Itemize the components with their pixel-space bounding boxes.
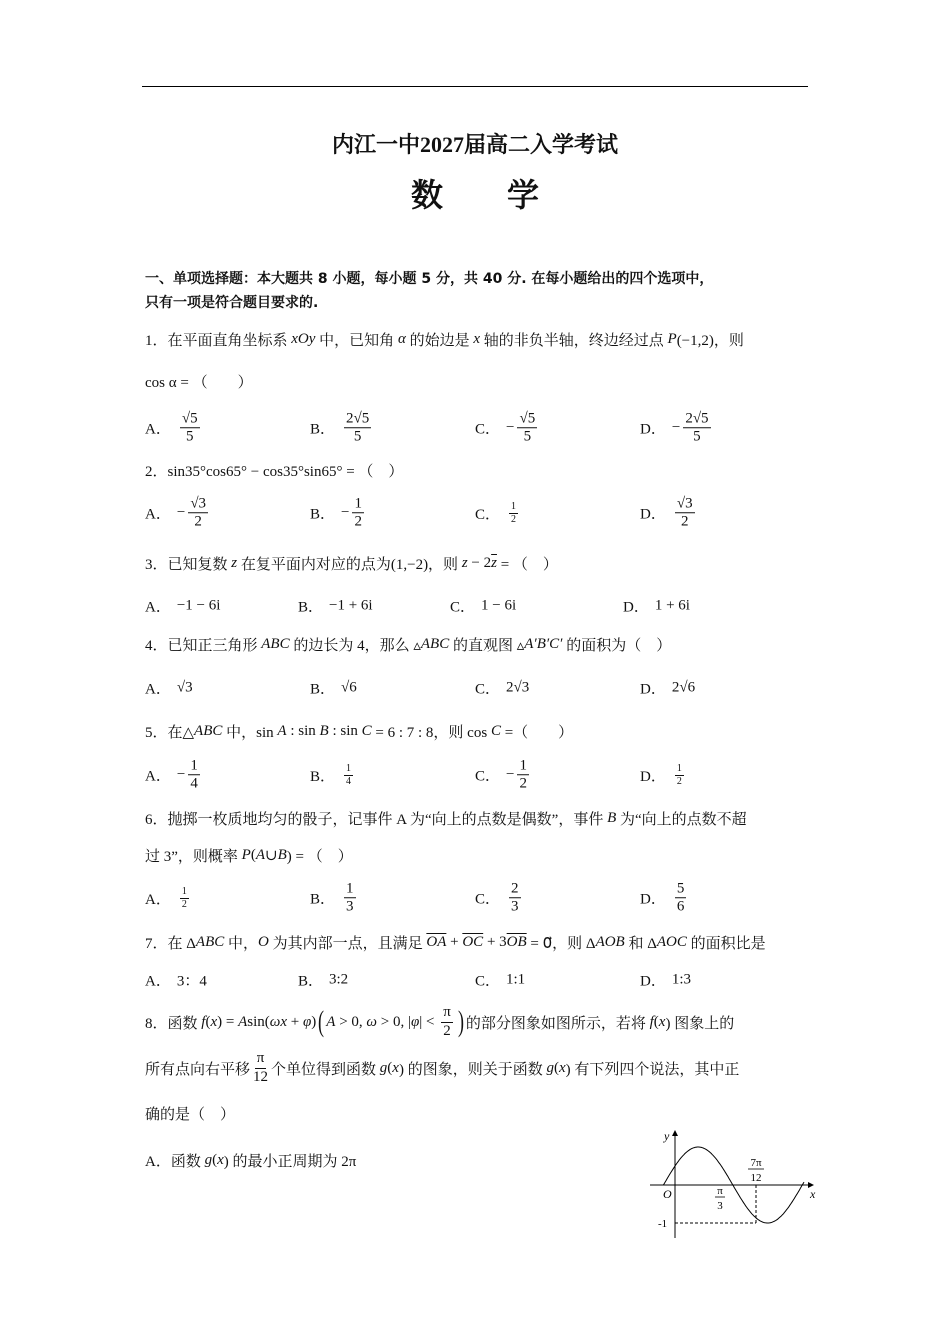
- inline-fraction: [441, 1004, 453, 1040]
- stem-text: ω: [366, 1013, 378, 1030]
- question-1-stem-line: [145, 319, 744, 359]
- stem-text: x: [473, 330, 480, 347]
- stem-text: : sin: [286, 722, 320, 739]
- stem-text: 的边长为 4，那么 ▵: [289, 637, 421, 654]
- stem-text: sin(: [247, 1013, 270, 1030]
- option-label: A．: [145, 891, 171, 908]
- stem-text: 过 3”，则概率: [145, 848, 242, 865]
- stem-text: +: [446, 933, 463, 950]
- question-4-stem-line: [145, 624, 671, 664]
- option-fraction: [509, 880, 521, 916]
- option-value: √3: [176, 679, 193, 696]
- option-C[interactable]: [450, 596, 516, 617]
- stem-text: A．函数: [145, 1153, 205, 1170]
- option-B[interactable]: [298, 596, 373, 617]
- fraction-numerator: 5: [675, 880, 687, 898]
- x-axis-label: x: [810, 1187, 816, 1201]
- fraction-denominator: 2: [676, 775, 682, 787]
- fraction-denominator: 2: [511, 513, 517, 525]
- fraction-numerator: 2√5: [344, 410, 371, 428]
- option-sign: −: [341, 504, 350, 521]
- y-min-label: -1: [658, 1218, 668, 1230]
- fraction-numerator: √3: [675, 495, 695, 513]
- stem-text: x: [210, 1013, 218, 1030]
- stem-text: A: [238, 1013, 248, 1030]
- option-label: C．: [475, 681, 501, 698]
- stem-text: | <: [419, 1013, 439, 1030]
- fraction-denominator: 6: [676, 898, 685, 915]
- stem-text: 8．函数: [145, 1015, 202, 1032]
- stem-text: $\overline{OC}$: [462, 933, 484, 950]
- stem-text: (: [553, 1059, 559, 1076]
- stem-text: P: [667, 330, 677, 347]
- option-A[interactable]: [145, 678, 193, 699]
- stem-text: g: [379, 1059, 388, 1076]
- fraction-numerator: 1: [344, 880, 356, 898]
- option-fraction: [352, 495, 364, 531]
- option-label: C．: [450, 599, 476, 616]
- stem-text: A: [255, 846, 266, 863]
- option-label: B．: [298, 973, 324, 990]
- option-fraction: [180, 410, 200, 446]
- fraction-numerator: √5: [517, 410, 537, 428]
- fraction-numerator: π: [255, 1050, 267, 1068]
- option-D[interactable]: [640, 495, 698, 531]
- fraction-denominator: 4: [346, 775, 352, 787]
- option-value: 2√6: [671, 679, 696, 696]
- stem-text: 3．已知复数: [145, 556, 232, 573]
- tick-7pi-over-12-num: 7π: [750, 1157, 762, 1169]
- option-label: C．: [475, 973, 501, 990]
- fraction-denominator: 2: [181, 898, 187, 910]
- option-label: D．: [640, 891, 666, 908]
- stem-text: g: [204, 1151, 213, 1168]
- question-8-stem-line: [145, 1140, 356, 1180]
- stem-text: ) 图象上的: [665, 1015, 735, 1032]
- question-8-stem-line: [145, 1093, 235, 1133]
- stem-text: ) 的最小正周期为 2π: [223, 1153, 357, 1170]
- stem-text: (: [653, 1013, 659, 1030]
- stem-text: xOy: [291, 330, 316, 347]
- stem-text: 确的是（ ）: [145, 1106, 236, 1123]
- option-label: D．: [640, 421, 666, 438]
- stem-text: ) 有下列四个说法，其中正: [565, 1061, 740, 1078]
- tick-pi-over-3-den: 3: [717, 1200, 723, 1212]
- option-label: B．: [310, 506, 336, 523]
- stem-text: ABC: [261, 635, 290, 652]
- stem-text: 的部分图象如图所示，若将: [465, 1015, 650, 1032]
- option-label: B．: [310, 681, 336, 698]
- stem-text: > 0, |: [377, 1013, 411, 1030]
- stem-text: =（ ）: [500, 724, 574, 741]
- y-axis-label: y: [664, 1129, 670, 1143]
- option-fraction: [675, 763, 684, 787]
- stem-text: cos α = （ ）: [145, 374, 253, 391]
- option-D[interactable]: [640, 880, 689, 916]
- option-value: 2√3: [506, 679, 530, 696]
- stem-text: 的直观图 ▵: [449, 637, 525, 654]
- stem-text: z: [231, 554, 238, 571]
- option-fraction: [517, 410, 537, 446]
- stem-text: φ: [302, 1013, 312, 1030]
- stem-text: 的面积比是: [686, 935, 766, 952]
- stem-text: 5．在△: [145, 724, 195, 741]
- question-8-stem-line: [145, 1048, 739, 1088]
- question-6-stem-line: [145, 835, 353, 875]
- header-rule: [142, 86, 808, 87]
- option-label: B．: [310, 891, 336, 908]
- stem-text: 中，sin: [222, 724, 278, 741]
- stem-text: x: [658, 1013, 666, 1030]
- fraction-numerator: √3: [188, 495, 208, 513]
- stem-text: (: [250, 846, 256, 863]
- stem-text: g: [546, 1059, 554, 1076]
- stem-text: A′B′C′: [524, 635, 563, 652]
- option-label: A．: [145, 973, 171, 990]
- stem-text: A: [277, 722, 287, 739]
- stem-text: − 2: [467, 554, 492, 571]
- tick-pi-over-3-num: π: [717, 1185, 723, 1197]
- stem-text: (: [212, 1151, 218, 1168]
- option-fraction: [188, 757, 200, 793]
- option-label: C．: [475, 768, 501, 785]
- stem-text: ): [457, 1005, 464, 1038]
- stem-text: +: [287, 1013, 303, 1030]
- fraction-denominator: 4: [190, 775, 198, 792]
- fraction-denominator: 3: [511, 898, 519, 915]
- option-label: C．: [475, 891, 501, 908]
- option-value: 3:2: [329, 971, 349, 988]
- stem-text: x: [392, 1059, 399, 1076]
- option-label: B．: [298, 599, 324, 616]
- stem-text: 4．已知正三角形: [145, 637, 262, 654]
- stem-text: 和 Δ: [624, 935, 657, 952]
- option-sign: −: [506, 419, 515, 436]
- fraction-numerator: π: [441, 1004, 453, 1022]
- option-B[interactable]: [310, 495, 367, 531]
- stem-text: B: [277, 846, 287, 863]
- stem-text: > 0,: [335, 1013, 367, 1030]
- option-D[interactable]: [640, 763, 687, 787]
- question-6-stem-line: [145, 798, 747, 838]
- option-B[interactable]: [298, 970, 348, 991]
- option-A[interactable]: [145, 970, 207, 991]
- fraction-denominator: 2: [519, 775, 527, 792]
- subject-title: 数 学: [410, 176, 539, 214]
- option-C[interactable]: [475, 970, 525, 991]
- option-A[interactable]: [145, 886, 192, 910]
- option-C[interactable]: [475, 678, 529, 699]
- stem-text: 为其内部一点，且满足: [268, 935, 427, 952]
- option-sign: −: [176, 504, 186, 521]
- fraction-denominator: 5: [353, 428, 362, 445]
- option-A[interactable]: [145, 596, 220, 617]
- option-fraction: [188, 495, 208, 531]
- stem-text: A: [326, 1013, 336, 1030]
- stem-text: ): [311, 1013, 317, 1030]
- stem-text: ) 的图象，则关于函数: [398, 1061, 547, 1078]
- option-D[interactable]: [640, 678, 695, 699]
- option-label: C．: [475, 506, 501, 523]
- stem-text: φ: [410, 1013, 420, 1030]
- stem-text: 所有点向右平移: [145, 1061, 251, 1078]
- sine-graph-figure: [640, 1120, 820, 1240]
- stem-text: 2．sin35°cos65° − cos35°sin65° = （ ）: [145, 463, 404, 480]
- stem-text: ABC: [194, 722, 223, 739]
- option-C[interactable]: [475, 757, 532, 793]
- option-label: D．: [640, 973, 666, 990]
- option-label: A．: [145, 681, 171, 698]
- option-fraction: [180, 886, 189, 910]
- option-sign: −: [506, 766, 515, 783]
- option-value: 1:3: [671, 971, 692, 988]
- stem-text: AOC: [656, 933, 687, 950]
- fraction-denominator: 2: [194, 513, 202, 530]
- stem-text: ABC: [195, 933, 225, 950]
- option-fraction: [683, 410, 710, 446]
- fraction-numerator: 1: [517, 757, 529, 775]
- question-2-stem-line: [145, 450, 403, 490]
- inline-fraction: [253, 1050, 268, 1086]
- tick-7pi-over-12-den: 12: [750, 1172, 762, 1184]
- stem-text: 个单位得到函数: [271, 1061, 380, 1078]
- y-axis-arrow-icon: [672, 1130, 678, 1136]
- option-D[interactable]: [623, 596, 690, 617]
- fraction-numerator: 1: [188, 757, 200, 775]
- stem-text: (: [318, 1005, 325, 1038]
- fraction-numerator: 2: [509, 880, 521, 898]
- fraction-denominator: 12: [253, 1068, 269, 1085]
- stem-text: (: [205, 1013, 211, 1030]
- option-value: √6: [341, 679, 357, 696]
- stem-text: = （ ）: [496, 556, 558, 573]
- fraction-denominator: 3: [346, 898, 354, 915]
- option-value: 3：4: [176, 973, 207, 990]
- option-label: B．: [310, 421, 336, 438]
- stem-text: z: [461, 554, 468, 571]
- stem-text: (−1,2)，则: [676, 332, 744, 349]
- stem-text: AOB: [595, 933, 625, 950]
- stem-text: O: [258, 933, 269, 950]
- option-C[interactable]: [475, 880, 524, 916]
- option-value: 1 + 6i: [654, 597, 690, 614]
- option-C[interactable]: [475, 410, 540, 446]
- option-sign: −: [176, 766, 186, 783]
- fraction-numerator: 1: [511, 501, 517, 512]
- stem-text: 在复平面内对应的点为(1,−2)，则: [237, 556, 462, 573]
- option-label: D．: [640, 506, 666, 523]
- option-fraction: [344, 763, 353, 787]
- option-value: 1 − 6i: [481, 597, 517, 614]
- option-D[interactable]: [640, 970, 691, 991]
- stem-text: 中，: [224, 935, 259, 952]
- stem-text: B: [607, 809, 617, 826]
- fraction-denominator: 2: [680, 513, 689, 530]
- fraction-numerator: 1: [181, 886, 187, 897]
- stem-text: 6．抛掷一枚质地均匀的骰子，记事件 A 为“向上的点数是偶数”，事件: [145, 811, 608, 828]
- option-A[interactable]: [145, 495, 211, 531]
- stem-text: 轴的非负半轴，终边经过点: [480, 332, 668, 349]
- option-label: A．: [145, 421, 171, 438]
- option-B[interactable]: [310, 880, 359, 916]
- stem-text: : sin: [328, 722, 362, 739]
- stem-text: + 3: [483, 933, 507, 950]
- option-value: 1:1: [506, 971, 526, 988]
- stem-text: x: [217, 1151, 224, 1168]
- stem-text: ∪: [265, 847, 278, 864]
- stem-text: B: [319, 722, 329, 739]
- option-label: C．: [475, 421, 501, 438]
- fraction-denominator: 2: [354, 513, 362, 530]
- question-5-stem-line: [145, 711, 573, 751]
- fraction-numerator: 2√5: [683, 410, 710, 428]
- option-C[interactable]: [475, 501, 521, 525]
- question-1-stem-line: [145, 361, 253, 401]
- option-value: −1 − 6i: [176, 597, 221, 614]
- stem-text: f: [649, 1013, 654, 1030]
- exam-title: 内江一中2027届高二入学考试: [331, 132, 618, 157]
- question-8-stem-line: [145, 1002, 734, 1042]
- stem-text: = 0⃗，则 Δ: [526, 935, 596, 952]
- stem-text: 中，已知角: [315, 332, 398, 349]
- fraction-denominator: 5: [693, 428, 701, 445]
- option-label: D．: [640, 768, 666, 785]
- stem-text: $\overline{OA}$: [426, 933, 447, 950]
- stem-text: ) = （ ）: [286, 848, 353, 865]
- fraction-numerator: 1: [352, 495, 364, 513]
- option-value: −1 + 6i: [329, 597, 373, 614]
- option-label: A．: [145, 599, 171, 616]
- option-label: D．: [640, 681, 666, 698]
- stem-text: 的面积为（ ）: [562, 637, 672, 654]
- fraction-numerator: 1: [346, 763, 352, 774]
- stem-text: P: [241, 846, 251, 863]
- option-fraction: [675, 495, 695, 531]
- option-label: A．: [145, 506, 171, 523]
- option-fraction: [344, 410, 371, 446]
- stem-text: = 6 : 7 : 8，则 cos: [371, 724, 491, 741]
- stem-text: ABC: [420, 635, 450, 652]
- option-A[interactable]: [145, 410, 203, 446]
- option-fraction: [675, 880, 687, 916]
- stem-text: α: [397, 330, 406, 347]
- option-A[interactable]: [145, 757, 203, 793]
- origin-label: O: [663, 1187, 672, 1201]
- stem-text: (: [387, 1059, 393, 1076]
- stem-text: ) =: [217, 1013, 239, 1030]
- stem-text: x: [558, 1059, 566, 1076]
- stem-text: $\overline{z}$: [491, 554, 497, 571]
- option-label: B．: [310, 768, 336, 785]
- stem-text: C: [361, 722, 372, 739]
- option-fraction: [344, 880, 356, 916]
- option-label: D．: [623, 599, 649, 616]
- option-sign: −: [671, 419, 681, 436]
- fraction-numerator: 1: [676, 763, 682, 774]
- stem-text: $\overline{OB}$: [506, 933, 527, 950]
- option-B[interactable]: [310, 410, 374, 446]
- section-instruction-line1: 一、单项选择题：本大题共 8 小题，每小题 5 分，共 40 分. 在每小题给出的四个选项中，: [145, 271, 714, 287]
- stem-text: C: [490, 722, 501, 739]
- fraction-numerator: √5: [180, 410, 200, 428]
- option-fraction: [517, 757, 529, 793]
- option-D[interactable]: [640, 410, 714, 446]
- option-B[interactable]: [310, 678, 357, 699]
- option-B[interactable]: [310, 763, 356, 787]
- option-fraction: [509, 501, 518, 525]
- stem-text: 7．在 Δ: [145, 935, 196, 952]
- stem-text: f: [201, 1013, 206, 1030]
- question-7-stem-line: [145, 922, 766, 962]
- question-3-stem-line: [145, 543, 558, 583]
- option-label: A．: [145, 768, 171, 785]
- fraction-denominator: 5: [185, 428, 194, 445]
- stem-text: 1．在平面直角坐标系: [145, 332, 292, 349]
- section-instruction-line2: 只有一项是符合题目要求的.: [145, 295, 319, 311]
- stem-text: 的始边是: [405, 332, 474, 349]
- stem-text: ωx: [269, 1013, 287, 1030]
- fraction-denominator: 2: [443, 1022, 451, 1039]
- fraction-denominator: 5: [523, 428, 532, 445]
- stem-text: 为“向上的点数不超: [616, 811, 747, 828]
